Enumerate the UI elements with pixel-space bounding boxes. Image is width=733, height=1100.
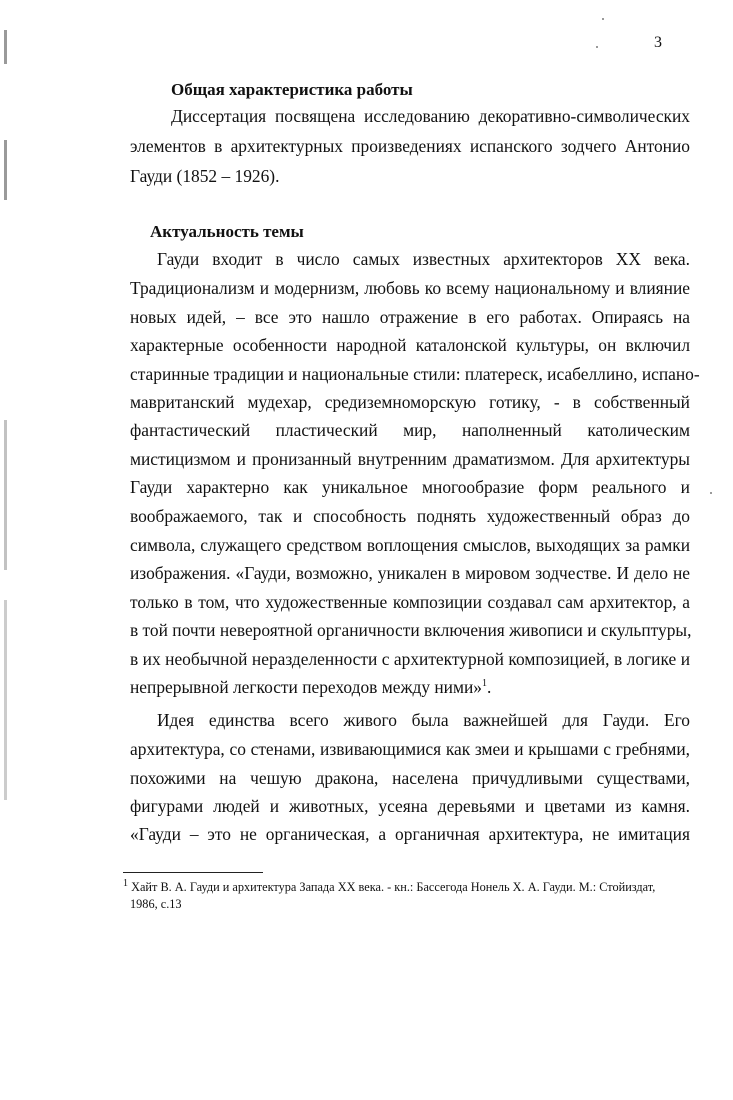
page-number: 3: [654, 34, 662, 51]
text-line: Идея единства всего живого была важнейшей для Гауди. Его: [157, 710, 690, 730]
footnote-line: [123, 877, 656, 895]
text-line: элементов в архитектурных произведениях испанского зодчего Антонио: [130, 136, 690, 156]
scan-margin-mark: [4, 600, 7, 800]
footnote-separator: [123, 872, 263, 873]
scan-margin-mark: [4, 140, 7, 200]
text-line: похожими на чешую дракона, населена причудливыми существами,: [130, 768, 690, 788]
footnote-marker: 1: [123, 877, 128, 889]
text-line: Диссертация посвящена исследованию декоративно-символических: [171, 106, 690, 126]
footnote-reference: 1: [481, 678, 487, 690]
text-line-end: .: [486, 677, 492, 697]
text-line: изображения. «Гауди, возможно, уникален в мировом зодчестве. И дело не: [130, 563, 690, 583]
scan-speck: [710, 492, 712, 494]
text-line: Гауди входит в число самых известных архитекторов XX века.: [157, 249, 690, 269]
text-line: фигурами людей и животных, усеяна деревьями и цветами из камня.: [130, 796, 690, 816]
footnote-text: Хайт В. А. Гауди и архитектура Запада XX века. - кн.: Бассегода Нонель Х. А. Гауди. М.: Стойиздат,: [131, 880, 656, 894]
text-line: фантастический пластический мир, наполненный католическим: [130, 420, 690, 440]
scan-speck: [596, 46, 598, 48]
text-line: воображаемого, так и способность поднять художественный образ до: [130, 506, 690, 526]
text-line: мавританский мудехар, средиземноморскую готику, - в собственный: [130, 392, 690, 412]
text-line: в их необычной неразделенности с архитектурной композицией, в логике и: [130, 649, 690, 669]
text-line: архитектура, со стенами, извивающимися как змеи и крышами с гребнями,: [130, 739, 690, 759]
section-heading-relevance: Актуальность темы: [150, 222, 304, 241]
text-line: только в том, что художественные композиции создавал сам архитектор, а: [130, 592, 690, 612]
text-line-with-footnote: [130, 677, 690, 698]
text-line: новых идей, – все это нашло отражение в его работах. Опираясь на: [130, 307, 690, 327]
section-heading-general: Общая характеристика работы: [171, 80, 413, 99]
text-line: Гауди (1852 – 1926).: [130, 166, 280, 186]
text-line: непрерывной легкости переходов между ними»: [130, 677, 482, 697]
scan-margin-mark: [4, 30, 7, 64]
text-line: символа, служащего средством воплощения смыслов, выходящих за рамки: [130, 535, 690, 555]
text-line: «Гауди – это не органическая, а органичная архитектура, не имитация: [130, 824, 690, 844]
footnote-line: 1986, с.13: [130, 897, 182, 911]
text-line: характерные особенности народной каталонской культуры, он включил: [130, 335, 690, 355]
scan-speck: [602, 18, 604, 20]
text-line: старинные традиции и национальные стили: платереск, исабеллино, испано-: [130, 364, 700, 384]
text-line: Гауди характерно как уникальное многообразие форм реального и: [130, 477, 690, 497]
text-line: Традиционализм и модернизм, любовь ко всему национальному и влияние: [130, 278, 690, 298]
scan-margin-mark: [4, 420, 7, 570]
text-line: в той почти невероятной органичности включения живописи и скульптуры,: [130, 620, 692, 640]
text-line: мистицизмом и пронизанный внутренним драматизмом. Для архитектуры: [130, 449, 690, 469]
